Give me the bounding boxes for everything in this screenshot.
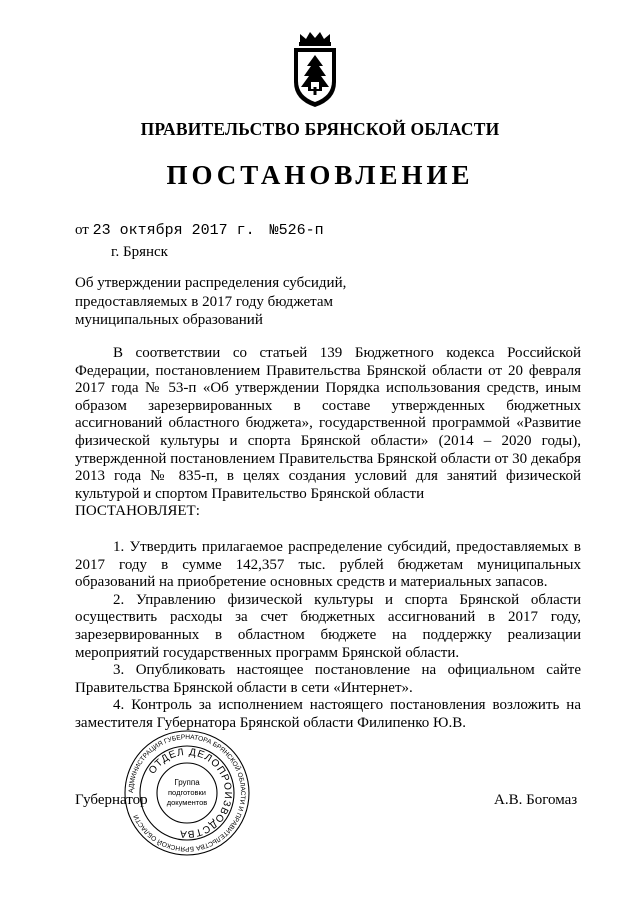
city: г. Брянск [111,244,168,260]
official-stamp [122,728,252,858]
document-subject [75,274,405,330]
date-line [75,222,324,239]
signatory-position: Губернатор [75,792,148,808]
subject-line: муниципальных образований [75,312,263,328]
stamp-center-line: документов [166,798,208,807]
government-title: ПРАВИТЕЛЬСТВО БРЯНСКОЙ ОБЛАСТИ [140,119,500,139]
preamble-paragraph: В соответствии со статьей 139 Бюджетного кодекса Российской Федерации, постановлением Правительства Брянской области от 20 февраля 2017 года № 53-п «Об утверждении Порядка использования средств, иным образом зарезервированных в составе утвержденных бюджетных ассигнований областного бюджета», государственной программой «Развитие физической культуры и спорта Брянской области» (2014 – 2020 годы), утвержденной постановлением Правительства Брянской области от 30 декабря 2013 года № 835-п, в целях создания условий для занятий физической культурой и спортом Правительство Брянской области [75,345,581,502]
decree-item: 3. Опубликовать настоящее постановление на официальном сайте Правительства Брянской области в сети «Интернет». [75,662,581,696]
subject-line: Об утверждении распределения субсидий, [75,275,347,291]
signatory-name: А.В. Богомаз [494,792,578,808]
document-number: №526-п [269,222,324,239]
decree-item: 1. Утвердить прилагаемое распределение субсидий, предоставляемых в 2017 году в сумме 142,357 тыс. рублей бюджетам муниципальных образований на приобретение основных средств и материальных запасов. [75,538,581,591]
stamp-center-line: Группа [174,778,200,787]
decree-item: 2. Управлению физической культуры и спорта Брянской области осуществить расходы за счет бюджетных ассигнований в 2017 году, зарезервированных в областном бюджете на поддержку реализации мероприятий государственных программ Брянской области. [75,591,581,661]
stamp-outer-text: АДМИНИСТРАЦИЯ ГУБЕРНАТОРА БРЯНСКОЙ ОБЛАСТИ И ПРАВИТЕЛЬСТВА БРЯНСКОЙ ОБЛАСТИ [127,733,247,853]
date-prefix: от [75,222,89,238]
subject-line: предоставляемых в 2017 году бюджетам [75,293,334,310]
stamp-middle-text: ОТДЕЛ ДЕЛОПРОИЗВОДСТВА [146,746,234,840]
stamp-center-line: подготовки [168,788,206,797]
decree-item: 4. Контроль за исполнением настоящего постановления возложить на заместителя Губернатора Брянской области Филипенко Ю.В. [75,697,581,731]
document-body [75,345,581,732]
document-type-title: ПОСТАНОВЛЕНИЕ [166,160,474,190]
decree-word: ПОСТАНОВЛЯЕТ: [75,503,200,520]
coat-of-arms-icon [286,30,344,110]
document-date: 23 октября 2017 г. [92,222,255,239]
